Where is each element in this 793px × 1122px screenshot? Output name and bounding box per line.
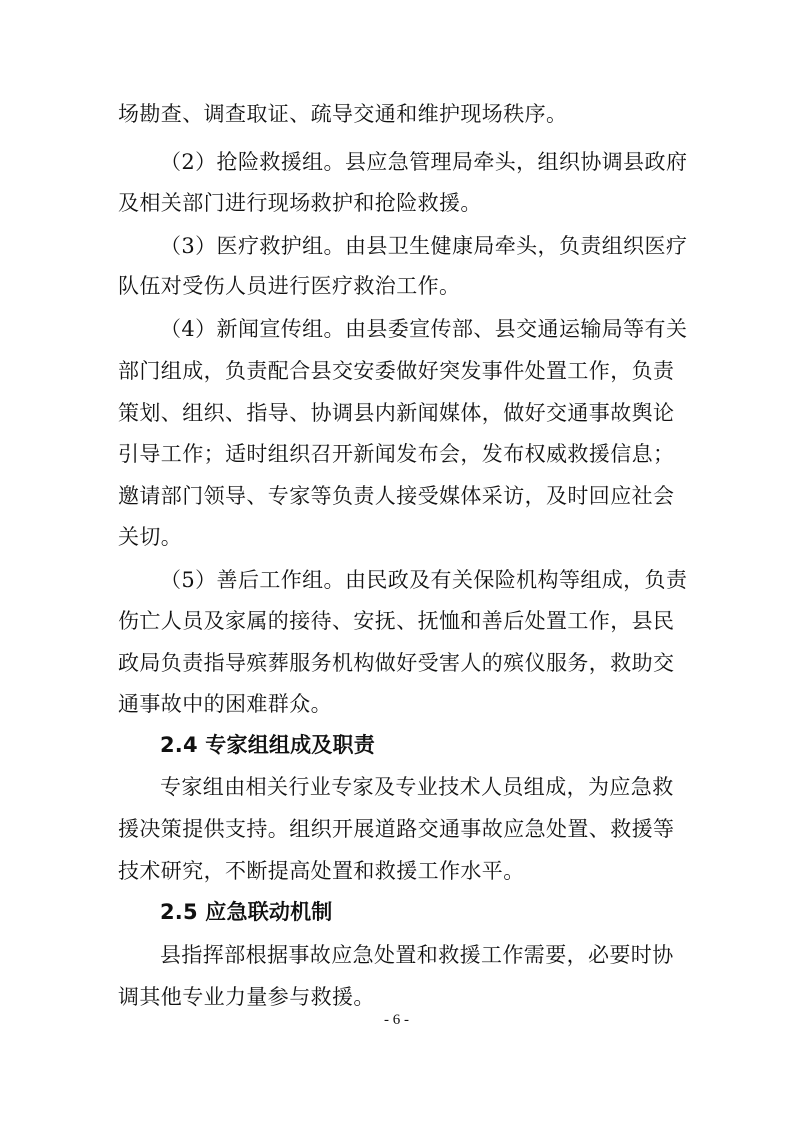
body-line: 伤亡人员及家属的接待、安抚、抚恤和善后处置工作，县民 <box>118 609 675 633</box>
body-line: 引导工作；适时组织召开新闻发布会，发布权威救援信息； <box>118 442 675 466</box>
body-line: 及相关部门进行现场救护和抢险救援。 <box>118 191 482 215</box>
body-line: （5）善后工作组。由民政及有关保险机构等组成，负责 <box>160 568 688 592</box>
page-number: - 6 - <box>384 1012 409 1028</box>
body-line: 政局负责指导殡葬服务机构做好受害人的殡仪服务，救助交 <box>118 651 675 675</box>
body-line: 部门组成，负责配合县交安委做好突发事件处置工作，负责 <box>118 359 675 383</box>
body-line: 援决策提供支持。组织开展道路交通事故应急处置、救援等 <box>118 817 675 841</box>
body-line: （3）医疗救护组。由县卫生健康局牵头，负责组织医疗 <box>160 234 688 258</box>
body-line: 调其他专业力量参与救援。 <box>118 985 375 1009</box>
body-line: 技术研究，不断提高处置和救援工作水平。 <box>118 859 525 883</box>
body-line: 通事故中的困难群众。 <box>118 692 332 716</box>
body-line: 县指挥部根据事故应急处置和救援工作需要，必要时协 <box>160 943 674 967</box>
body-line: （4）新闻宣传组。由县委宣传部、县交通运输局等有关 <box>160 317 688 341</box>
body-line: 邀请部门领导、专家等负责人接受媒体采访，及时回应社会 <box>118 484 675 508</box>
body-line: 专家组由相关行业专家及专业技术人员组成，为应急救 <box>160 775 674 799</box>
body-line: 策划、组织、指导、协调县内新闻媒体，做好交通事故舆论 <box>118 401 675 425</box>
body-line: 队伍对受伤人员进行医疗救治工作。 <box>118 274 461 298</box>
section-heading-2-4: 2.4 专家组组成及职责 <box>160 733 375 757</box>
body-line: 关切。 <box>118 525 183 549</box>
body-line: （2）抢险救援组。县应急管理局牵头，组织协调县政府 <box>160 150 688 174</box>
section-heading-2-5: 2.5 应急联动机制 <box>160 900 333 924</box>
body-line: 场勘查、调查取证、疏导交通和维护现场秩序。 <box>118 102 568 126</box>
